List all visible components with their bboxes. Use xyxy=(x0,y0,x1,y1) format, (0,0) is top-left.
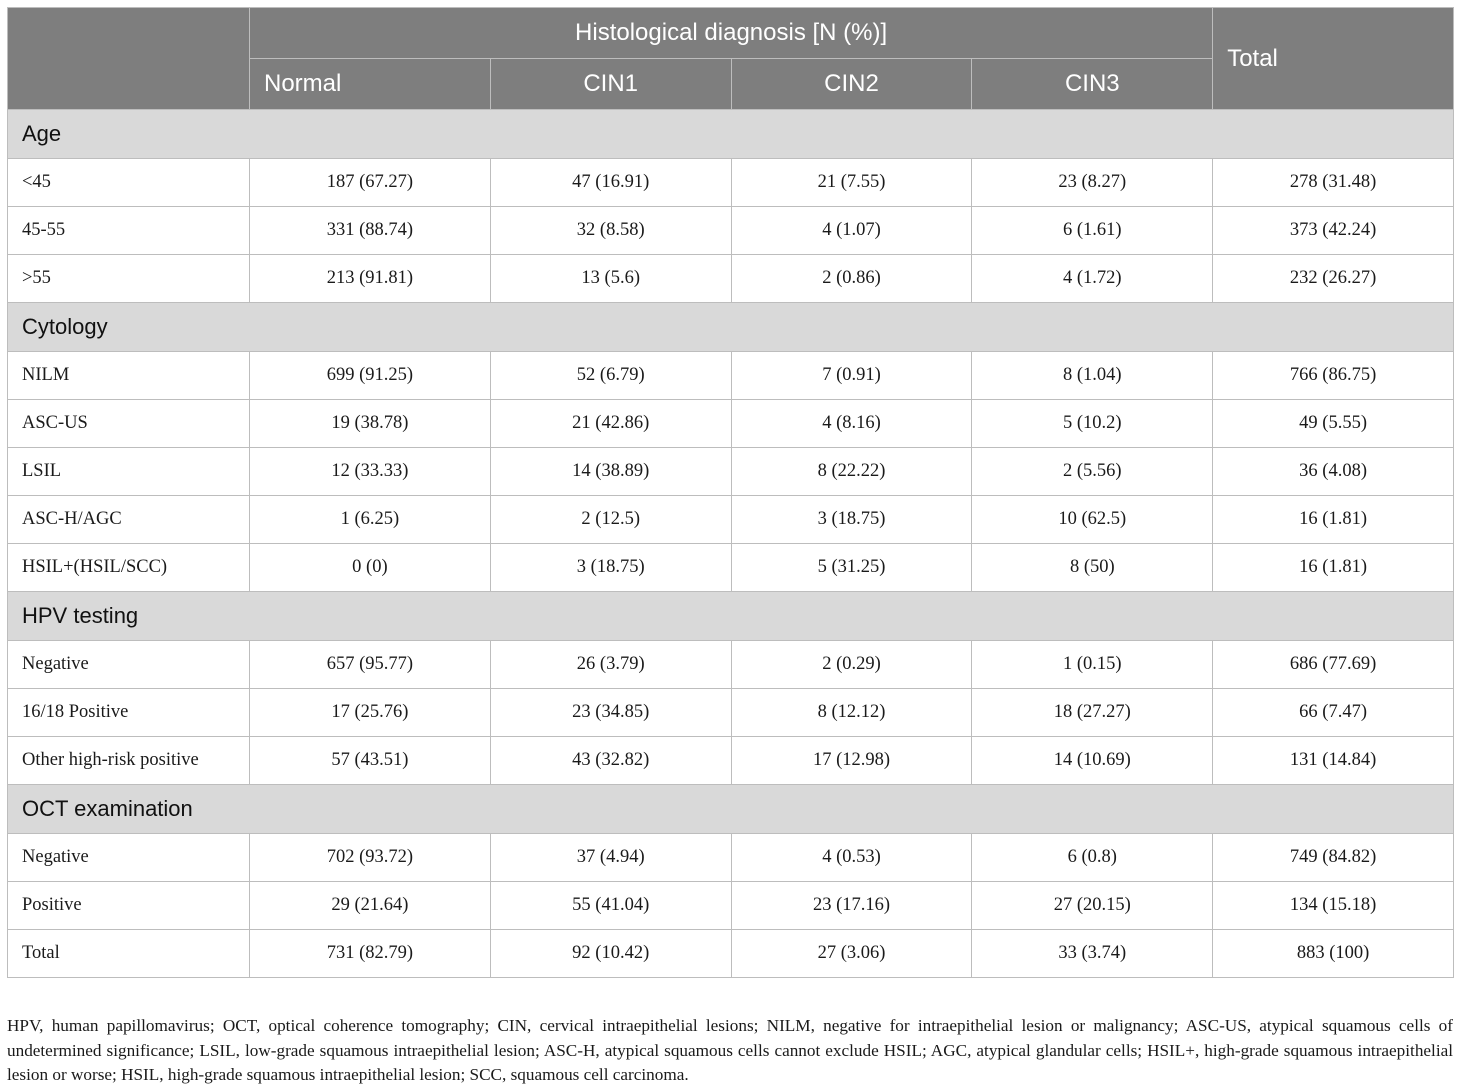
cell-cin2: 5 (31.25) xyxy=(731,544,972,592)
table-row xyxy=(8,737,1454,785)
cell-normal: 12 (33.33) xyxy=(250,448,491,496)
section-title: HPV testing xyxy=(8,592,1454,641)
cell-cin2: 23 (17.16) xyxy=(731,882,972,930)
row-label: 16/18 Positive xyxy=(8,689,250,737)
cell-cin1: 3 (18.75) xyxy=(490,544,731,592)
cell-normal: 57 (43.51) xyxy=(250,737,491,785)
header-row-group xyxy=(8,8,1454,59)
cell-cin2: 7 (0.91) xyxy=(731,352,972,400)
cell-cin2: 27 (3.06) xyxy=(731,930,972,978)
section-row xyxy=(8,110,1454,159)
table-row xyxy=(8,882,1454,930)
cell-cin3: 8 (1.04) xyxy=(972,352,1213,400)
row-label: Other high-risk positive xyxy=(8,737,250,785)
row-label: Total xyxy=(8,930,250,978)
row-label: Positive xyxy=(8,882,250,930)
row-label: >55 xyxy=(8,255,250,303)
cell-normal: 29 (21.64) xyxy=(250,882,491,930)
header-total: Total xyxy=(1213,8,1454,110)
cell-total: 232 (26.27) xyxy=(1213,255,1454,303)
cell-cin1: 21 (42.86) xyxy=(490,400,731,448)
cell-cin3: 18 (27.27) xyxy=(972,689,1213,737)
cell-cin3: 6 (0.8) xyxy=(972,834,1213,882)
cell-cin2: 2 (0.29) xyxy=(731,641,972,689)
section-row xyxy=(8,785,1454,834)
cell-total: 686 (77.69) xyxy=(1213,641,1454,689)
cell-total: 36 (4.08) xyxy=(1213,448,1454,496)
cell-normal: 657 (95.77) xyxy=(250,641,491,689)
cell-total: 373 (42.24) xyxy=(1213,207,1454,255)
section-title: Cytology xyxy=(8,303,1454,352)
cell-cin1: 26 (3.79) xyxy=(490,641,731,689)
cell-total: 883 (100) xyxy=(1213,930,1454,978)
cell-cin2: 4 (0.53) xyxy=(731,834,972,882)
cell-total: 766 (86.75) xyxy=(1213,352,1454,400)
row-label: Negative xyxy=(8,834,250,882)
cell-cin1: 13 (5.6) xyxy=(490,255,731,303)
table-row xyxy=(8,159,1454,207)
cell-cin2: 2 (0.86) xyxy=(731,255,972,303)
cell-normal: 702 (93.72) xyxy=(250,834,491,882)
row-label: HSIL+(HSIL/SCC) xyxy=(8,544,250,592)
table-row xyxy=(8,689,1454,737)
table-row xyxy=(8,255,1454,303)
cell-cin2: 17 (12.98) xyxy=(731,737,972,785)
table-footnote: HPV, human papillomavirus; OCT, optical coherence tomography; CIN, cervical intraepithelial lesions; NILM, negative for intraepithelial lesion or malignancy; ASC-US, atypical squamous cells of undetermined significance; LSIL, low-grade squamous intraepithelial lesion; ASC-H, atypical squamous cells cannot exclude HSIL; AGC, atypical glandular cells; HSIL+, high-grade squamous intraepithelial lesion or worse; HSIL, high-grade squamous intraepithelial lesion; SCC, squamous cell carcinoma. xyxy=(7,1016,1453,1084)
row-label: LSIL xyxy=(8,448,250,496)
header-col-cin3: CIN3 xyxy=(972,59,1213,110)
table-header xyxy=(8,8,1454,110)
cell-cin1: 92 (10.42) xyxy=(490,930,731,978)
cell-normal: 17 (25.76) xyxy=(250,689,491,737)
table-body xyxy=(8,110,1454,978)
table-row xyxy=(8,930,1454,978)
cell-total: 278 (31.48) xyxy=(1213,159,1454,207)
cell-cin1: 23 (34.85) xyxy=(490,689,731,737)
section-title: Age xyxy=(8,110,1454,159)
cell-normal: 331 (88.74) xyxy=(250,207,491,255)
cell-total: 66 (7.47) xyxy=(1213,689,1454,737)
cell-cin3: 33 (3.74) xyxy=(972,930,1213,978)
row-label: NILM xyxy=(8,352,250,400)
table-row xyxy=(8,544,1454,592)
section-title: OCT examination xyxy=(8,785,1454,834)
table-row xyxy=(8,496,1454,544)
cell-cin3: 1 (0.15) xyxy=(972,641,1213,689)
cell-normal: 731 (82.79) xyxy=(250,930,491,978)
header-histological-diagnosis: Histological diagnosis [N (%)] xyxy=(250,8,1213,59)
cell-cin3: 2 (5.56) xyxy=(972,448,1213,496)
table-row xyxy=(8,834,1454,882)
table-row xyxy=(8,400,1454,448)
cell-cin3: 14 (10.69) xyxy=(972,737,1213,785)
row-label: ASC-US xyxy=(8,400,250,448)
cell-normal: 187 (67.27) xyxy=(250,159,491,207)
row-label: 45-55 xyxy=(8,207,250,255)
results-table xyxy=(7,7,1454,978)
cell-normal: 19 (38.78) xyxy=(250,400,491,448)
cell-cin3: 27 (20.15) xyxy=(972,882,1213,930)
cell-cin3: 23 (8.27) xyxy=(972,159,1213,207)
cell-cin3: 10 (62.5) xyxy=(972,496,1213,544)
cell-total: 16 (1.81) xyxy=(1213,544,1454,592)
cell-normal: 699 (91.25) xyxy=(250,352,491,400)
header-col-cin2: CIN2 xyxy=(731,59,972,110)
header-col-normal: Normal xyxy=(250,59,491,110)
table-row xyxy=(8,207,1454,255)
section-row xyxy=(8,303,1454,352)
cell-cin3: 4 (1.72) xyxy=(972,255,1213,303)
cell-cin2: 3 (18.75) xyxy=(731,496,972,544)
table-row xyxy=(8,641,1454,689)
cell-total: 131 (14.84) xyxy=(1213,737,1454,785)
cell-cin1: 52 (6.79) xyxy=(490,352,731,400)
header-corner-cell xyxy=(8,8,250,110)
header-col-cin1: CIN1 xyxy=(490,59,731,110)
cell-cin3: 5 (10.2) xyxy=(972,400,1213,448)
table-row xyxy=(8,352,1454,400)
row-label: Negative xyxy=(8,641,250,689)
cell-cin1: 37 (4.94) xyxy=(490,834,731,882)
results-table-container xyxy=(7,7,1453,978)
cell-total: 134 (15.18) xyxy=(1213,882,1454,930)
cell-total: 16 (1.81) xyxy=(1213,496,1454,544)
cell-total: 749 (84.82) xyxy=(1213,834,1454,882)
cell-cin2: 21 (7.55) xyxy=(731,159,972,207)
cell-total: 49 (5.55) xyxy=(1213,400,1454,448)
cell-normal: 1 (6.25) xyxy=(250,496,491,544)
cell-normal: 0 (0) xyxy=(250,544,491,592)
cell-cin1: 47 (16.91) xyxy=(490,159,731,207)
cell-cin2: 8 (12.12) xyxy=(731,689,972,737)
cell-cin1: 55 (41.04) xyxy=(490,882,731,930)
cell-cin1: 14 (38.89) xyxy=(490,448,731,496)
cell-cin2: 8 (22.22) xyxy=(731,448,972,496)
cell-cin3: 6 (1.61) xyxy=(972,207,1213,255)
cell-cin2: 4 (1.07) xyxy=(731,207,972,255)
cell-cin2: 4 (8.16) xyxy=(731,400,972,448)
cell-normal: 213 (91.81) xyxy=(250,255,491,303)
table-row xyxy=(8,448,1454,496)
row-label: <45 xyxy=(8,159,250,207)
cell-cin3: 8 (50) xyxy=(972,544,1213,592)
cell-cin1: 2 (12.5) xyxy=(490,496,731,544)
cell-cin1: 43 (32.82) xyxy=(490,737,731,785)
row-label: ASC-H/AGC xyxy=(8,496,250,544)
cell-cin1: 32 (8.58) xyxy=(490,207,731,255)
section-row xyxy=(8,592,1454,641)
